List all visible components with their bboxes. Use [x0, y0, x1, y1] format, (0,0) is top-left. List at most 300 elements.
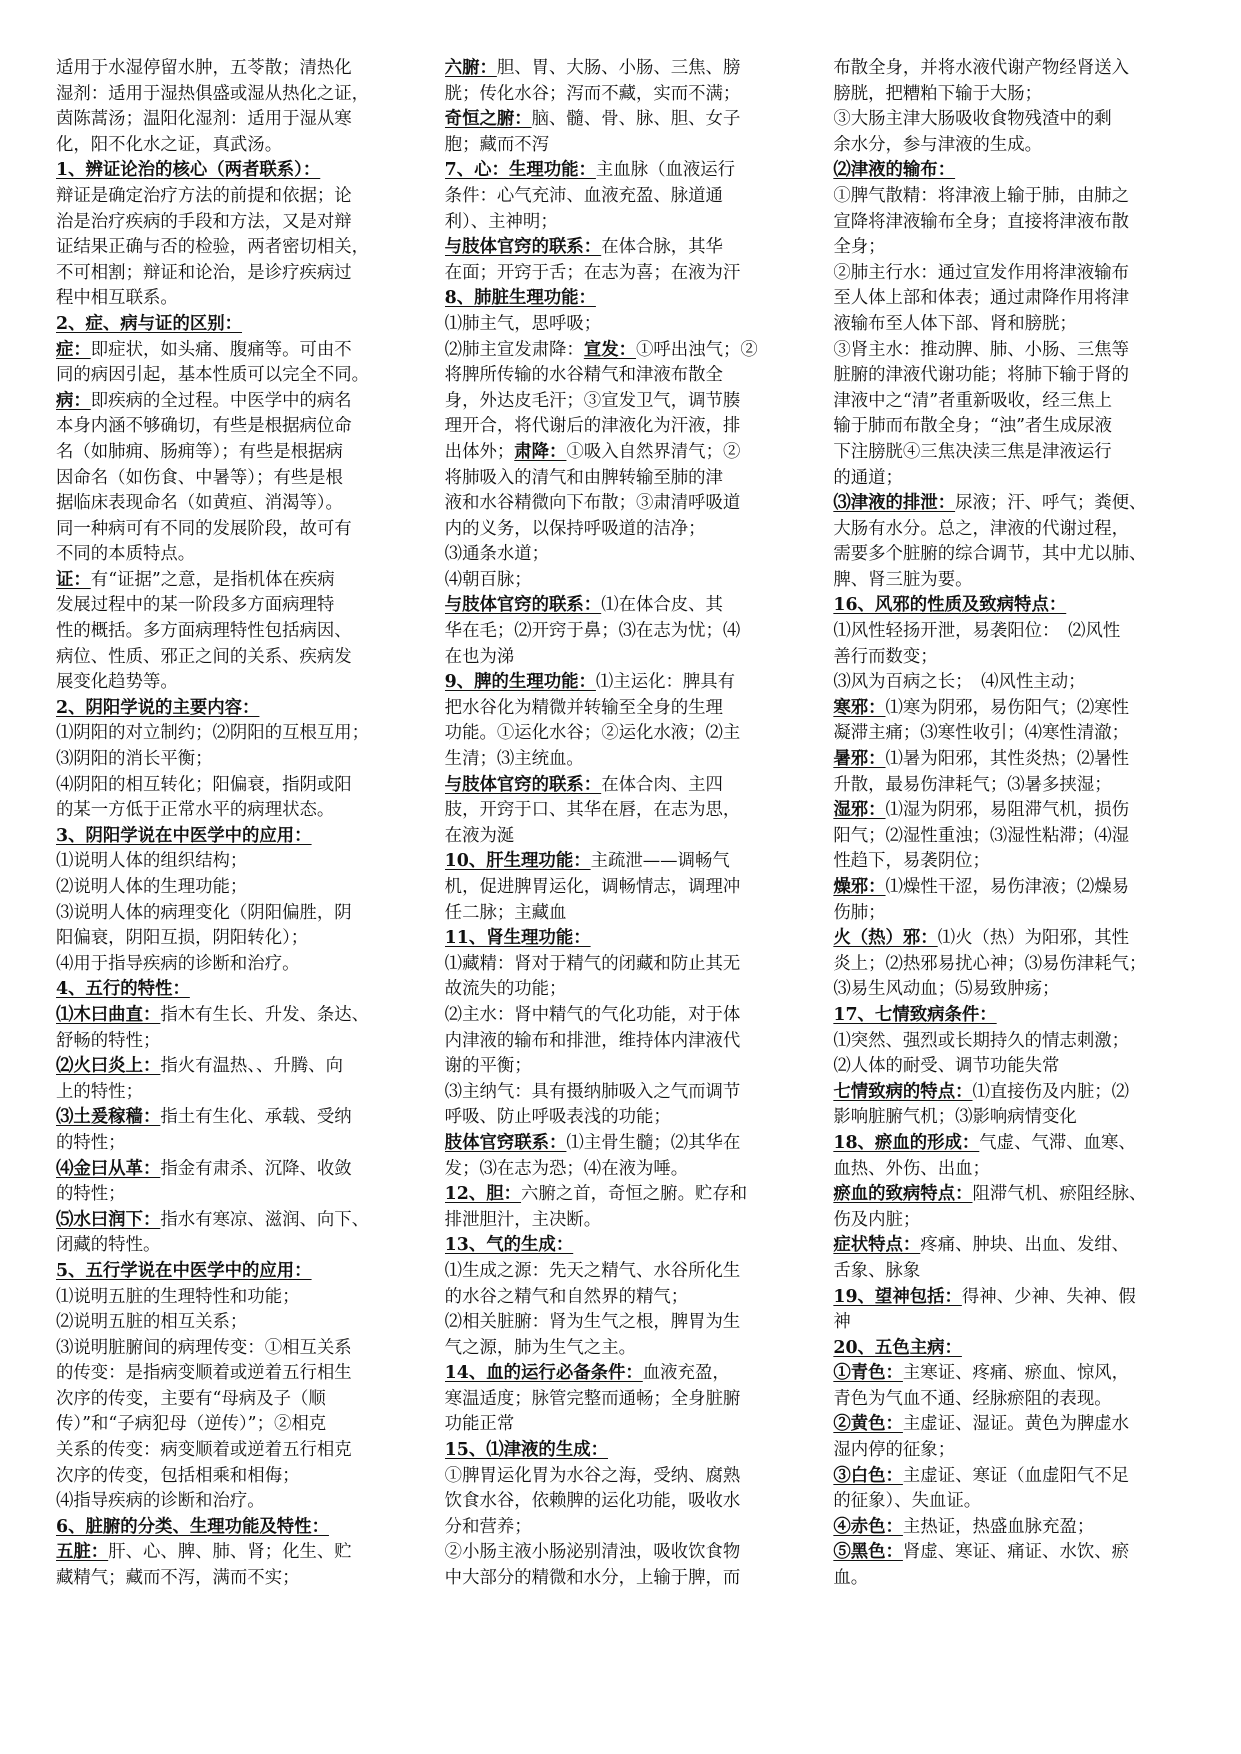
text-line [833, 1131, 1196, 1157]
text-segment: 出体外； [444, 441, 515, 462]
highlighted-term: ⑸水曰润下： [56, 1209, 161, 1230]
text-line [833, 619, 1196, 645]
text-line [833, 1361, 1196, 1387]
text-column-3 [833, 56, 1196, 1716]
text-line [833, 56, 1196, 82]
text-segment: 呼吸、防止呼吸表浅的功能； [444, 1107, 671, 1128]
text-segment: ⑴藏精：肾对于精气的闭藏和防止其无 [444, 953, 741, 974]
highlighted-term: 症： [56, 339, 91, 360]
text-segment: ⑴肺主气，思呼吸； [444, 313, 602, 334]
text-line [833, 1464, 1196, 1490]
text-segment: 中大部分的精微和水分，上输于脾，而 [444, 1568, 741, 1589]
text-line [445, 1566, 808, 1592]
highlighted-term: 10、肝生理功能： [444, 851, 591, 872]
text-segment: 伤肺； [833, 902, 886, 923]
text-segment: 善行而数变； [833, 646, 938, 667]
text-segment: 的特性； [56, 1132, 126, 1153]
text-segment: 大肠有水分。总之，津液的代谢过程， [833, 518, 1129, 539]
text-line [445, 517, 808, 543]
text-segment: 将肺吸入的清气和由脾转输至肺的津 [444, 467, 723, 488]
highlighted-term: ①青色： [833, 1363, 903, 1384]
text-segment: 脏腑的津液代谢功能；将肺下输于肾的 [833, 365, 1129, 386]
text-segment: 血热、外伤、出血； [833, 1158, 990, 1179]
text-line [445, 1208, 808, 1234]
text-segment: 不同的本质特点。 [56, 544, 196, 565]
text-segment: 有“证据”之意，是指机体在疾病 [90, 569, 335, 590]
text-segment: 病位、性质、邪正之间的关系、疾病发 [56, 646, 352, 667]
highlighted-term: 与肢体官窍的联系： [444, 595, 602, 616]
text-line [56, 466, 419, 492]
text-segment: 辩证是确定治疗方法的前提和依据；论 [56, 185, 352, 206]
text-segment: 的传变：是指病变顺着或逆着五行相生 [56, 1363, 352, 1384]
text-segment: 即疾病的全过程。中医学中的病名 [90, 390, 352, 411]
text-segment: 功能正常 [444, 1414, 515, 1435]
text-segment: 在液为涎 [444, 825, 515, 846]
text-segment: 升散，最易伤津耗气；⑶暑多挟湿； [833, 774, 1112, 795]
text-line [833, 773, 1196, 799]
text-segment: ⑵人体的耐受、调节功能失常 [833, 1056, 1060, 1077]
text-line [833, 491, 1196, 517]
text-segment: 化，阳不化水之证，真武汤。 [56, 134, 283, 155]
section-heading [56, 1259, 419, 1285]
text-segment: 次序的传变，主要有“母病及子（顺 [56, 1388, 326, 1409]
text-line [445, 235, 808, 261]
text-line [56, 414, 419, 440]
section-heading [56, 977, 419, 1003]
text-line [833, 312, 1196, 338]
text-segment: 寒温适度；脉管完整而通畅；全身脏腑 [444, 1388, 741, 1409]
text-line [833, 466, 1196, 492]
text-segment: 任二脉；主藏血 [444, 902, 567, 923]
text-line [445, 414, 808, 440]
text-line [56, 593, 419, 619]
highlighted-term: 七情致病的特点： [833, 1081, 973, 1102]
text-segment: ⑴暑为阳邪，其性炎热；⑵暑性 [885, 749, 1130, 770]
section-heading [56, 158, 419, 184]
highlighted-term: 奇恒之腑： [444, 109, 532, 130]
section-heading [445, 1233, 808, 1259]
text-segment: 主热证，热盛血脉充盈； [902, 1516, 1095, 1537]
text-line [833, 747, 1196, 773]
text-line [56, 1336, 419, 1362]
text-segment: 胱；传化水谷；泻而不藏，实而不满； [444, 83, 741, 104]
text-line [56, 261, 419, 287]
text-segment: 性的概括。多方面病理特性包括病因、 [56, 621, 352, 642]
text-segment: ⑴寒为阴邪，易伤阳气；⑵寒性 [885, 697, 1130, 718]
text-line [445, 798, 808, 824]
text-segment: 六腑之首，奇恒之腑。贮存和 [521, 1184, 748, 1205]
highlighted-term: 2、阴阳学说的主要内容： [56, 697, 260, 718]
text-line [833, 1387, 1196, 1413]
text-segment: 主虚证、寒证（血虚阳气不足 [902, 1465, 1130, 1486]
text-line [56, 747, 419, 773]
text-line [833, 363, 1196, 389]
text-line [445, 1054, 808, 1080]
text-segment: 布散全身，并将水液代谢产物经肾送入 [833, 58, 1129, 78]
text-segment: 利）、主神明； [444, 211, 558, 232]
text-line [56, 1464, 419, 1490]
text-line [445, 849, 808, 875]
highlighted-term: 7、心：生理功能： [444, 160, 596, 181]
text-segment: 液和水谷精微向下布散；③肃清呼吸道 [444, 493, 741, 514]
text-line [56, 619, 419, 645]
text-line [445, 1515, 808, 1541]
text-segment: ⑷指导疾病的诊断和治疗。 [56, 1491, 265, 1512]
text-line [833, 824, 1196, 850]
text-segment: 肢，开窍于口、其华在唇，在志为思， [444, 800, 741, 821]
highlighted-term: 暑邪： [833, 749, 886, 770]
text-line [445, 1412, 808, 1438]
text-line [833, 133, 1196, 159]
text-segment: 宣降将津液输布全身；直接将津液布散 [833, 211, 1129, 232]
text-segment: 的通道； [833, 467, 903, 488]
text-line [445, 56, 808, 82]
text-line [833, 338, 1196, 364]
text-line [833, 1080, 1196, 1106]
text-segment: 主寒证、疼痛、瘀血、惊风， [902, 1363, 1130, 1384]
text-line [833, 1029, 1196, 1055]
text-segment: 因命名（如伤食、中暑等）；有些是根 [56, 467, 343, 488]
section-heading [445, 926, 808, 952]
text-line [56, 568, 419, 594]
text-segment: 脑、髓、骨、脉、胆、女子 [531, 109, 741, 130]
text-segment: 同的病因引起，基本性质可以完全不同。 [56, 365, 370, 386]
text-segment: 把水谷化为精微并转输至全身的生理 [444, 697, 723, 718]
text-line [833, 645, 1196, 671]
highlighted-term: ④赤色： [833, 1516, 903, 1537]
section-heading [56, 696, 419, 722]
text-line [56, 1080, 419, 1106]
text-segment: 理开合，将代谢后的津液化为汗液，排 [444, 416, 741, 437]
text-line [445, 440, 808, 466]
text-line [56, 901, 419, 927]
text-line [833, 1412, 1196, 1438]
text-line [56, 1003, 419, 1029]
highlighted-term: 病： [56, 390, 91, 411]
text-segment: ⑶主纳气：具有摄纳肺吸入之气而调节 [444, 1081, 741, 1102]
text-segment: ⑷阴阳的相互转化；阳偏衰，指阴或阳 [56, 774, 352, 795]
text-line [833, 1489, 1196, 1515]
text-line [56, 798, 419, 824]
text-segment: 在体合脉，其华 [601, 237, 723, 258]
text-segment: 的水谷之精气和自然界的精气； [444, 1286, 689, 1307]
text-line [56, 952, 419, 978]
text-line [833, 1182, 1196, 1208]
text-segment: 谢的平衡； [444, 1056, 532, 1077]
text-segment: 发；⑶在志为恐；⑷在液为唾。 [444, 1158, 689, 1179]
text-segment: 需要多个脏腑的综合调节，其中尤以肺、 [833, 544, 1147, 565]
text-segment: 肾虚、寒证、痛证、水饮、瘀 [902, 1542, 1130, 1563]
text-segment: 不可相割；辩证和论治，是诊疗疾病过 [56, 262, 352, 283]
highlighted-term: 与肢体官窍的联系： [444, 237, 602, 258]
text-line [56, 1412, 419, 1438]
text-segment: ⑶说明脏腑间的病理传变：①相互关系 [56, 1337, 352, 1358]
highlighted-term: 瘀血的致病特点： [833, 1184, 973, 1205]
text-segment: 脾、肾三脏为要。 [833, 569, 973, 590]
text-line [56, 1310, 419, 1336]
highlighted-term: ⑷金曰从革： [56, 1158, 161, 1179]
text-line [445, 1259, 808, 1285]
highlighted-term: ③白色： [833, 1465, 903, 1486]
text-line [833, 107, 1196, 133]
text-line [445, 875, 808, 901]
text-segment: 适用于水湿停留水肿，五苓散；清热化 [56, 58, 352, 78]
text-segment: 内津液的输布和排泄，维持体内津液代 [444, 1030, 741, 1051]
text-segment: 液输布至人体下部、肾和膀胱； [833, 313, 1077, 334]
text-segment: 尿液；汗、呼气；粪便、 [955, 493, 1147, 514]
text-segment: ①脾气散精：将津液上输于肺，由肺之 [833, 185, 1129, 206]
text-segment: 阻滞气机、瘀阻经脉、 [972, 1184, 1147, 1205]
text-line [56, 133, 419, 159]
text-segment: 名（如肺痈、肠痈等）；有些是根据病 [56, 441, 343, 462]
section-heading [833, 158, 1196, 184]
highlighted-term: 19、望神包括： [833, 1286, 962, 1307]
text-line [445, 747, 808, 773]
highlighted-term: 20、五色主病： [833, 1337, 962, 1358]
highlighted-term: 1、辨证论治的核心（两者联系）： [56, 160, 321, 181]
highlighted-term: ⑵火曰炎上： [56, 1056, 161, 1077]
text-line [833, 235, 1196, 261]
text-line [833, 261, 1196, 287]
text-line [56, 286, 419, 312]
text-line [56, 389, 419, 415]
text-line [445, 158, 808, 184]
highlighted-term: 15、⑴津液的生成： [444, 1440, 608, 1461]
text-line [56, 210, 419, 236]
text-line [833, 952, 1196, 978]
text-segment: ⑴说明人体的组织结构； [56, 851, 248, 872]
highlighted-term: ⑶土爰稼穑： [56, 1107, 161, 1128]
text-line [56, 926, 419, 952]
text-segment: 湿内停的征象； [833, 1440, 956, 1461]
highlighted-term: 与肢体官窍的联系： [444, 774, 602, 795]
text-segment: ③大肠主津大肠吸收食物残渣中的剩 [833, 109, 1112, 130]
text-line [56, 1182, 419, 1208]
text-segment: ⑴火（热）为阳邪，其性 [937, 928, 1130, 949]
text-line [445, 773, 808, 799]
text-line [56, 82, 419, 108]
text-line [833, 517, 1196, 543]
text-line [833, 82, 1196, 108]
text-segment: 青色为气血不通、经脉瘀阻的表现。 [833, 1388, 1112, 1409]
text-line [56, 440, 419, 466]
highlighted-term: 症状特点： [833, 1235, 921, 1256]
highlighted-term: 6、脏腑的分类、生理功能及特性： [56, 1516, 329, 1537]
text-line [445, 901, 808, 927]
text-segment: 全身； [833, 237, 886, 258]
text-line [833, 1208, 1196, 1234]
text-line [445, 1182, 808, 1208]
highlighted-term: 14、血的运行必备条件： [444, 1363, 643, 1384]
text-segment: 机，促进脾胃运化，调畅情志，调理冲 [444, 877, 741, 897]
text-segment: 阳气；⑵湿性重浊；⑶湿性粘滞；⑷湿 [833, 825, 1129, 846]
text-line [445, 491, 808, 517]
text-segment: 下注膀胱④三焦决渎三焦是津液运行 [833, 441, 1112, 462]
text-segment: ⑴湿为阴邪，易阻滞气机，损伤 [885, 800, 1130, 821]
text-segment: 指土有生化、承载、受纳 [160, 1107, 352, 1128]
text-line [445, 312, 808, 338]
text-segment: 性趋下，易袭阴位； [833, 851, 990, 872]
highlighted-term: ⑵津液的输布： [833, 160, 956, 181]
text-line [445, 133, 808, 159]
text-line [56, 107, 419, 133]
text-segment: 主血脉（血液运行 [595, 160, 736, 181]
text-line [833, 210, 1196, 236]
text-segment: 舒畅的特性； [56, 1030, 161, 1051]
text-line [445, 977, 808, 1003]
text-line [833, 1438, 1196, 1464]
text-line [56, 1157, 419, 1183]
highlighted-term: 六腑： [444, 58, 497, 78]
highlighted-term: 五脏： [56, 1542, 109, 1563]
text-segment: ⑵说明五脏的相互关系； [56, 1312, 248, 1333]
text-segment: 展变化趋势等。 [56, 672, 178, 693]
text-line [56, 1566, 419, 1592]
text-line [56, 1208, 419, 1234]
text-segment: 故流失的功能； [444, 979, 567, 1000]
text-segment: 藏精气；藏而不泻，满而不实； [56, 1568, 300, 1589]
text-line [833, 1310, 1196, 1336]
text-line [833, 875, 1196, 901]
text-line [56, 1387, 419, 1413]
text-segment: ⑵相关脏腑：肾为生气之根，脾胃为生 [444, 1312, 741, 1333]
text-segment: 程中相互联系。 [56, 288, 178, 309]
text-line [833, 1259, 1196, 1285]
text-segment: 的某一方低于正常水平的病理状态。 [56, 800, 335, 821]
text-segment: ②小肠主液小肠泌别清浊，吸收饮食物 [444, 1542, 741, 1563]
text-line [445, 1361, 808, 1387]
text-segment: 关系的传变：病变顺着或逆着五行相克 [56, 1440, 352, 1461]
text-segment: ③肾主水：推动脾、肺、小肠、三焦等 [833, 339, 1129, 360]
text-segment: 余水分，参与津液的生成。 [833, 134, 1043, 155]
highlighted-term: 证： [56, 569, 91, 590]
text-line [445, 389, 808, 415]
text-segment: 神 [833, 1312, 851, 1333]
text-line [445, 363, 808, 389]
text-segment: 津液中之“清”者重新吸收，经三焦上 [833, 390, 1112, 411]
text-line [445, 824, 808, 850]
text-line [833, 1540, 1196, 1566]
highlighted-term: 火（热）邪： [833, 928, 938, 949]
text-line [445, 1080, 808, 1106]
text-line [445, 542, 808, 568]
text-line [445, 466, 808, 492]
text-line [56, 1438, 419, 1464]
text-segment: 气虚、气滞、血寒、 [979, 1132, 1136, 1153]
section-heading [833, 593, 1196, 619]
text-segment: ⑵主水：肾中精气的气化功能，对于体 [444, 1004, 741, 1025]
highlighted-term: 13、气的生成： [444, 1235, 574, 1256]
text-line [833, 414, 1196, 440]
text-segment: ⑵肺主宣发肃降： [444, 339, 584, 360]
text-segment: 至人体上部和体表；通过肃降作用将津 [833, 288, 1129, 309]
text-line [445, 1029, 808, 1055]
text-line [56, 235, 419, 261]
text-line [445, 1489, 808, 1515]
highlighted-term: ⑤黑色： [833, 1542, 903, 1563]
text-segment: 饮食水谷，依赖脾的运化功能，吸收水 [444, 1491, 741, 1512]
highlighted-term: 11、肾生理功能： [444, 928, 591, 949]
highlighted-term: 4、五行的特性： [56, 979, 190, 1000]
text-line [833, 849, 1196, 875]
text-segment: 同一种病可有不同的发展阶段，故可有 [56, 518, 352, 539]
text-column-1 [56, 56, 419, 1716]
highlighted-term: 9、脾的生理功能： [444, 672, 596, 693]
text-segment: ⑴说明五脏的生理特性和功能； [56, 1286, 300, 1307]
text-line [445, 107, 808, 133]
text-segment: 输于肺而布散全身；“浊”者生成尿液 [833, 416, 1112, 437]
text-line [56, 491, 419, 517]
text-line [445, 568, 808, 594]
text-line [445, 1464, 808, 1490]
text-segment: ⑶阴阳的消长平衡； [56, 749, 213, 770]
text-segment: ⑴在体合皮、其 [601, 595, 723, 616]
text-segment: ⑶通条水道； [444, 544, 550, 565]
text-segment: 肝、心、脾、肺、肾；化生、贮 [108, 1542, 352, 1563]
text-segment: ①呼出浊气；② [636, 339, 758, 360]
text-segment: 据临床表现命名（如黄疸、消渴等）。 [56, 493, 343, 514]
text-segment: 身，外达皮毛汗；③宣发卫气，调节腠 [444, 390, 741, 411]
text-segment: ⑴生成之源：先天之精气、水谷所化生 [444, 1260, 741, 1281]
text-line [56, 1131, 419, 1157]
text-line [56, 1489, 419, 1515]
text-line [833, 568, 1196, 594]
highlighted-term: 宣发： [583, 339, 636, 360]
text-segment: 主疏泄——调畅气 [590, 851, 730, 872]
text-segment: 治是治疗疾病的手段和方法，又是对辩 [56, 211, 352, 232]
text-segment: 炎上；⑵热邪易扰心神；⑶易伤津耗气； [833, 953, 1147, 974]
text-line [445, 1387, 808, 1413]
text-segment: 生清；⑶主统血。 [444, 749, 584, 770]
text-segment: ①脾胃运化胃为水谷之海，受纳、腐熟 [444, 1465, 741, 1486]
text-segment: 证结果正确与否的检验，两者密切相关， [56, 237, 370, 258]
text-segment: 次序的传变，包括相乘和相侮； [56, 1465, 300, 1486]
text-line [445, 1105, 808, 1131]
text-line [833, 184, 1196, 210]
text-segment: 即症状，如头痛、腹痛等。可由不 [90, 339, 352, 360]
text-segment: 的特性； [56, 1184, 126, 1205]
highlighted-term: 16、风邪的性质及致病特点： [833, 595, 1067, 616]
highlighted-term: 肃降： [514, 441, 567, 462]
text-segment: ⑴阴阳的对立制约；⑵阴阳的互根互用； [56, 723, 370, 744]
text-segment: ①吸入自然界清气；② [566, 441, 741, 462]
text-segment: 在也为涕 [444, 646, 515, 667]
text-segment: ⑴风性轻扬开泄，易袭阳位： ⑵风性 [833, 621, 1121, 642]
text-line [445, 593, 808, 619]
text-line [833, 286, 1196, 312]
text-line [56, 1540, 419, 1566]
text-line [445, 670, 808, 696]
text-segment: ⑶风为百病之长； ⑷风性主动； [833, 672, 1086, 693]
text-segment: 本身内涵不够确切，有些是根据病位命 [56, 416, 352, 437]
text-segment: ②肺主行水：通过宣发作用将津液输布 [833, 262, 1129, 283]
text-segment: 指水有寒凉、滋润、向下、 [160, 1209, 370, 1230]
text-segment: ⑷朝百脉； [444, 569, 532, 590]
text-line [833, 389, 1196, 415]
text-line [56, 1054, 419, 1080]
text-segment: ⑶说明人体的病理变化（阴阳偏胜，阴 [56, 902, 352, 923]
highlighted-term: ⑴木曰曲直： [56, 1004, 161, 1025]
text-segment: 上的特性； [56, 1081, 143, 1102]
text-line [445, 184, 808, 210]
text-segment: 在体合肉、主四 [601, 774, 723, 795]
text-line [445, 1003, 808, 1029]
text-segment: 湿剂：适用于湿热俱盛或湿从热化之证， [56, 83, 370, 104]
text-line [56, 1233, 419, 1259]
text-line [833, 1515, 1196, 1541]
text-segment: ⑴燥性干涩，易伤津液；⑵燥易 [885, 877, 1130, 897]
highlighted-term: ⑶津液的排泄： [833, 493, 956, 514]
